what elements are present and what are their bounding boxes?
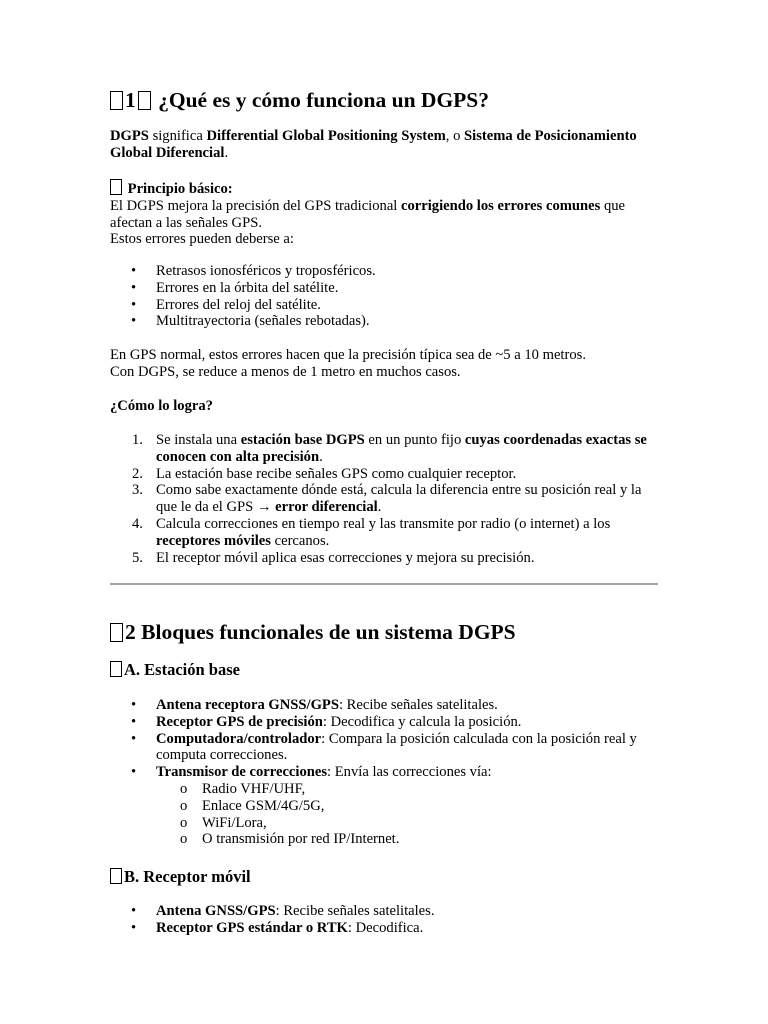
list-item: • Computadora/controlador: Compara la posición calculada con la posición real y computa correcciones.	[131, 730, 637, 764]
list-item: o Enlace GSM/4G/5G,	[180, 797, 325, 814]
list-item: • Retrasos ionosféricos y troposféricos.	[131, 263, 376, 279]
list-item: • Antena receptora GNSS/GPS: Recibe señales satelitales.	[131, 697, 498, 713]
list-item: • Multitrayectoria (señales rebotadas).	[131, 313, 370, 330]
arrow-icon: →	[256, 499, 272, 516]
missing-glyph-icon	[110, 661, 122, 677]
list-item: • Receptor GPS de precisión: Decodifica y calcula la posición.	[131, 713, 522, 730]
missing-glyph-icon	[110, 179, 122, 195]
principle-block: Principio básico: El DGPS mejora la precisión del GPS tradicional corrigiendo los errores comunes que afectan a las señales GPS. Estos errores pueden deberse a:	[110, 181, 626, 248]
list-item: • Antena GNSS/GPS: Recibe señales satelitales.	[131, 903, 435, 919]
base-station-heading: A. Estación base	[110, 660, 240, 679]
precision-comparison: En GPS normal, estos errores hacen que la precisión típica sea de ~5 a 10 metros. Con DGPS, se reduce a menos de 1 metro en muchos casos.	[110, 347, 586, 380]
section-2-title: 2 Bloques funcionales de un sistema DGPS	[110, 620, 516, 644]
list-item: 2. La estación base recibe señales GPS como cualquier receptor.	[132, 465, 517, 482]
channel-list	[110, 781, 658, 848]
how-heading: ¿Cómo lo logra?	[110, 398, 213, 414]
list-item: o WiFi/Lora,	[180, 814, 267, 831]
list-item: • Receptor GPS estándar o RTK: Decodifica.	[131, 919, 424, 936]
mobile-receiver-heading: B. Receptor móvil	[110, 867, 251, 886]
list-item: 1. Se instala una estación base DGPS en un punto fijo cuyas coordenadas exactas se conocen con alta precisión.	[132, 432, 647, 465]
dgps-definition: DGPS significa Differential Global Positioning System, o Sistema de Posicionamiento Global Diferencial.	[110, 128, 637, 161]
errors-intro: Estos errores pueden deberse a:	[110, 231, 294, 248]
list-item: 4. Calcula correcciones en tiempo real y las transmite por radio (o internet) a los receptores móviles cercanos.	[132, 515, 611, 549]
list-item: 3. Como sabe exactamente dónde está, calcula la diferencia entre su posición real y la que le da el GPS → error diferencial.	[132, 482, 642, 516]
missing-glyph-icon	[110, 623, 123, 642]
list-item: • Transmisor de correcciones: Envía las correcciones vía:	[131, 764, 492, 781]
list-item: 5. El receptor móvil aplica esas correcciones y mejora su precisión.	[132, 549, 535, 566]
missing-glyph-icon	[110, 868, 122, 884]
principle-heading: Principio básico:	[127, 181, 233, 197]
list-item: o Radio VHF/UHF,	[180, 781, 306, 797]
base-station-list	[110, 697, 658, 781]
missing-glyph-icon	[138, 91, 151, 110]
mobile-receiver-list	[110, 903, 658, 937]
steps-list	[110, 432, 658, 566]
list-item: • Errores en la órbita del satélite.	[131, 279, 339, 296]
list-item: • Errores del reloj del satélite.	[131, 296, 321, 313]
section-1-title: 1 ¿Qué es y cómo funciona un DGPS?	[110, 88, 489, 112]
errors-list	[110, 263, 658, 330]
section-divider	[110, 583, 658, 585]
missing-glyph-icon	[110, 91, 123, 110]
list-item: o O transmisión por red IP/Internet.	[180, 831, 400, 848]
